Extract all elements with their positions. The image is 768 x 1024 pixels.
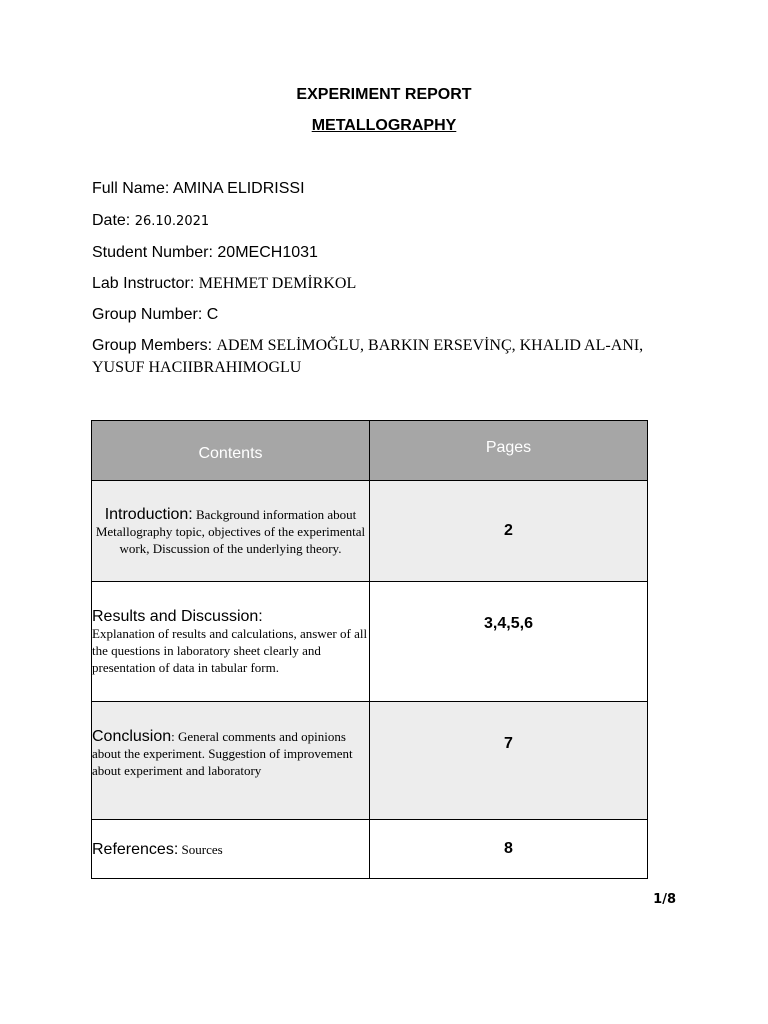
report-title: EXPERIMENT REPORT bbox=[296, 86, 472, 103]
lab-instructor-value: MEHMET DEMİRKOL bbox=[198, 275, 357, 292]
date-label: Date: bbox=[92, 212, 131, 229]
group-number-field bbox=[92, 304, 672, 326]
table-row bbox=[92, 702, 648, 820]
student-number-field bbox=[92, 242, 672, 264]
full-name-field bbox=[92, 178, 672, 200]
report-subtitle: METALLOGRAPHY bbox=[311, 117, 457, 134]
introduction-cell bbox=[92, 481, 370, 582]
row-desc: Sources bbox=[181, 841, 223, 857]
lab-instructor-label: Lab Instructor: bbox=[92, 275, 195, 292]
row-lead: Results and Discussion: bbox=[92, 607, 263, 625]
group-number-value: C bbox=[206, 306, 219, 323]
row-desc: Explanation of results and calculations, answer of all the questions in laboratory sheet clearly and presentation of data in tabular form. bbox=[92, 625, 368, 675]
lab-instructor-field bbox=[92, 273, 672, 295]
pages-header: Pages bbox=[370, 421, 648, 481]
table-row bbox=[92, 582, 648, 702]
group-members-value: ADEM SELİMOĞLU, BARKIN ERSEVİNÇ, KHALID AL-ANI, YUSUF HACIIBRAHIMOGLU bbox=[92, 337, 644, 376]
student-number-value: 20MECH1031 bbox=[217, 244, 318, 261]
row-pages: 2 bbox=[370, 481, 648, 582]
conclusion-cell bbox=[92, 702, 370, 820]
page-indicator: 1/8 bbox=[653, 892, 676, 907]
row-pages: 7 bbox=[370, 702, 648, 820]
contents-header: Contents bbox=[92, 421, 370, 481]
row-desc: Background information about Metallography topic, objectives of the experimental work, Discussion of the underlying theory. bbox=[95, 506, 366, 556]
group-members-field bbox=[92, 335, 672, 379]
contents-table bbox=[91, 420, 648, 879]
date-field bbox=[92, 210, 672, 233]
student-number-label: Student Number: bbox=[92, 244, 213, 261]
row-desc: : General comments and opinions about the experiment. Suggestion of improvement about experiment and laboratory bbox=[92, 729, 353, 778]
results-cell bbox=[92, 582, 370, 702]
table-header-row bbox=[92, 421, 648, 481]
table-row bbox=[92, 820, 648, 879]
table-row bbox=[92, 481, 648, 582]
references-cell bbox=[92, 820, 370, 879]
full-name-label: Full Name: bbox=[92, 180, 170, 197]
row-lead: Conclusion bbox=[92, 728, 172, 745]
date-value: 26.10.2021 bbox=[134, 214, 210, 229]
group-number-label: Group Number: bbox=[92, 306, 203, 323]
row-pages: 8 bbox=[370, 820, 648, 879]
group-members-label: Group Members: bbox=[92, 337, 213, 354]
row-pages: 3,4,5,6 bbox=[370, 582, 648, 702]
row-lead: Introduction: bbox=[104, 505, 193, 523]
full-name-value: AMINA ELIDRISSI bbox=[172, 180, 305, 197]
row-lead: References: bbox=[92, 840, 179, 858]
